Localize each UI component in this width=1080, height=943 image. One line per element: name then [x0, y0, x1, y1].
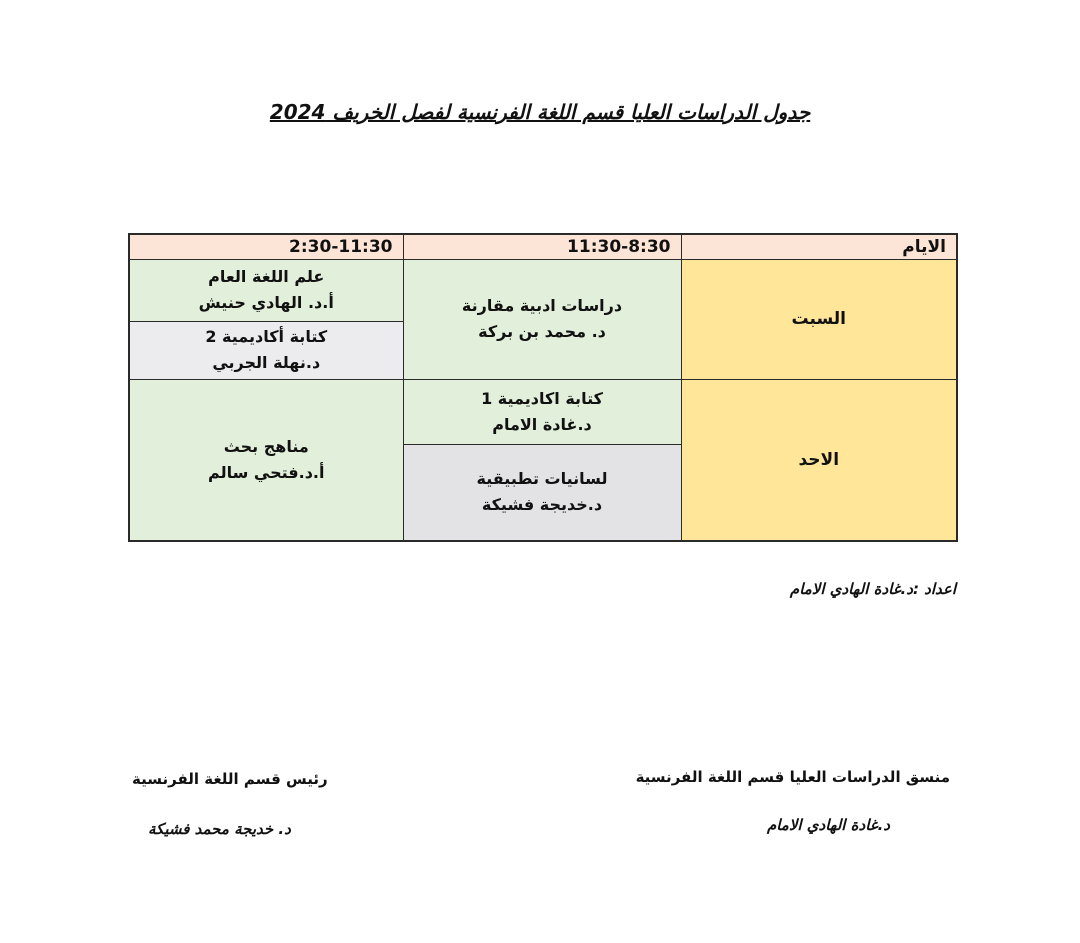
course-cell-sunday-period2: [129, 379, 403, 541]
instructor-name: د.نهلة الجربي: [212, 353, 321, 372]
instructor-name: د. محمد بن بركة: [478, 322, 606, 341]
signature-right-name: د.غادة الهادي الامام: [766, 816, 890, 834]
instructor-name: د.غادة الامام: [492, 414, 592, 434]
instructor-name: أ.د.فتحي سالم: [208, 462, 325, 482]
period2-time-range: 2:30-11:30: [289, 236, 393, 257]
instructor-name: أ.د. الهادي حنيش: [198, 293, 334, 312]
day-cell-sunday: الاحد: [681, 379, 957, 541]
signature-left-name: د. خديجة محمد فشيكة: [148, 820, 291, 838]
course-name: كتابة اكاديمية 1: [481, 388, 603, 408]
header-cell-period2: [129, 234, 403, 259]
schedule-table: [128, 233, 958, 542]
course-cell-saturday-period2-top: [129, 259, 403, 321]
table-row-saturday-1: [129, 259, 957, 321]
page-title: جدول الدراسات العليا قسم اللغة الفرنسية لفصل الخريف 2024: [269, 100, 811, 124]
course-name: لسانيات تطبيقية: [476, 469, 608, 489]
instructor-name: د.خديجة فشيكة: [481, 495, 603, 515]
table-row-sunday-1: [129, 379, 957, 444]
header-cell-period1: [403, 234, 681, 259]
header-cell-days: الايام: [681, 234, 957, 259]
schedule-table-container: [128, 233, 958, 542]
prepared-by-note: اعداد :د.غادة الهادي الامام: [789, 580, 956, 598]
course-cell-saturday-period1: [403, 259, 681, 379]
day-cell-saturday: السبت: [681, 259, 957, 379]
period1-time-range: 11:30-8:30: [567, 236, 671, 257]
course-name: علم اللغة العام: [208, 267, 325, 286]
course-name: كتابة أكاديمية 2: [205, 327, 328, 346]
signature-right-title: منسق الدراسات العليا قسم اللغة الفرنسية: [635, 768, 950, 786]
course-name: دراسات ادبية مقارنة: [461, 296, 623, 315]
course-cell-sunday-period1-top: [403, 379, 681, 444]
signature-left-title: رئيس قسم اللغة الفرنسية: [132, 770, 328, 788]
course-cell-saturday-period2-bottom: [129, 321, 403, 379]
course-name: مناهج بحث: [223, 436, 309, 456]
course-cell-sunday-period1-bottom: [403, 444, 681, 541]
table-header-row: [129, 234, 957, 259]
